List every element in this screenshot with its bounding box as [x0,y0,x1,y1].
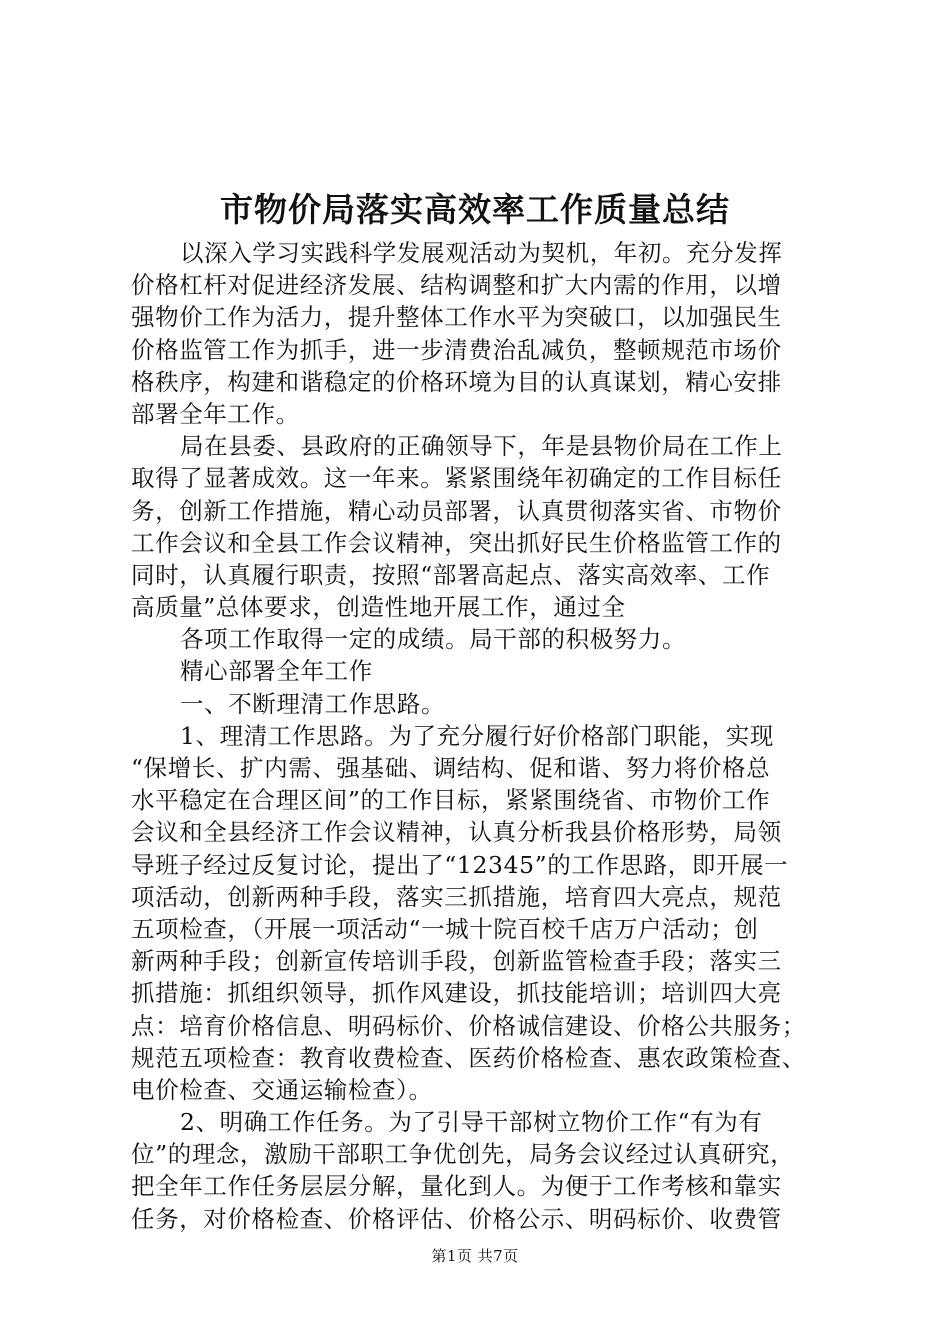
document-body [131,237,831,1235]
text-line: 同时，认真履行职责，按照“部署高起点、落实高效率、工作 [131,560,771,589]
text-line: 部署全年工作。 [131,399,300,428]
text-line: 位”的理念，激励干部职工争优创先，局务会议经过认真研究， [131,1140,795,1169]
text-line: “保增长、扩内需、强基础、调结构、促和谐、努力将价格总 [131,754,771,782]
text-line: 高质量”总体要求，创造性地开展工作，通过全 [131,593,626,622]
text-line: 点：培育价格信息、明码标价、价格诚信建设、价格公共服务； [131,1011,806,1040]
text-line: 精心部署全年工作 [180,657,373,686]
page-footer: 第1页 共7页 [431,1247,519,1265]
text-line: 2、明确工作任务。为了引导干部树立物价工作“有为有 [180,1108,763,1137]
text-line: 价格监管工作为抓手，进一步清费治乱减负，整顿规范市场价 [131,335,782,364]
text-line: 新两种手段；创新宣传培训手段，创新监管检查手段；落实三 [131,947,782,976]
text-line: 水平稳定在合理区间”的工作目标，紧紧围绕省、市物价工作 [131,786,771,815]
text-line: 1、理清工作思路。为了充分履行好价格部门职能，实现 [180,721,774,750]
text-line: 强物价工作为活力，提升整体工作水平为突破口，以加强民生 [131,303,782,332]
text-line: 任务，对价格检查、价格评估、价格公示、明码标价、收费管 [131,1204,782,1233]
text-line: 会议和全县经济工作会议精神，认真分析我县价格形势，局领 [131,818,782,847]
text-line: 把全年工作任务层层分解，量化到人。为便于工作考核和靠实 [131,1172,782,1201]
text-line: 抓措施：抓组织领导，抓作风建设，抓技能培训；培训四大亮 [131,979,782,1008]
text-line: 取得了显著成效。这一年来。紧紧围绕年初确定的工作目标任 [131,464,782,493]
text-line: 以深入学习实践科学发展观活动为契机，年初。充分发挥 [180,239,783,267]
text-line: 工作会议和全县工作会议精神，突出抓好民生价格监管工作的 [131,528,782,557]
text-line: 价格杠杆对促进经济发展、结构调整和扩大内需的作用，以增 [131,271,782,300]
text-line: 项活动，创新两种手段，落实三抓措施，培育四大亮点，规范 [131,882,782,911]
text-line: 五项检查，（开展一项活动“一城十院百校千店万户活动；创 [131,914,759,943]
text-line: 格秩序，构建和谐稳定的价格环境为目的认真谋划，精心安排 [131,367,782,396]
text-line: 务，创新工作措施，精心动员部署，认真贯彻落实省、市物价 [131,496,782,525]
text-line: 各项工作取得一定的成绩。局干部的积极努力。 [180,625,687,654]
text-line: 一、不断理清工作思路。 [180,689,446,718]
text-line: 导班子经过反复讨论，提出了“12345”的工作思路，即开展一 [131,850,789,879]
document-title: 市物价局落实高效率工作质量总结 [220,190,730,229]
text-line: 局在县委、县政府的正确领导下，年是县物价局在工作上 [180,432,783,461]
text-line: 电价检查、交通运输检查）。 [131,1075,433,1104]
text-line: 规范五项检查：教育收费检查、医药价格检查、惠农政策检查、 [131,1043,806,1072]
